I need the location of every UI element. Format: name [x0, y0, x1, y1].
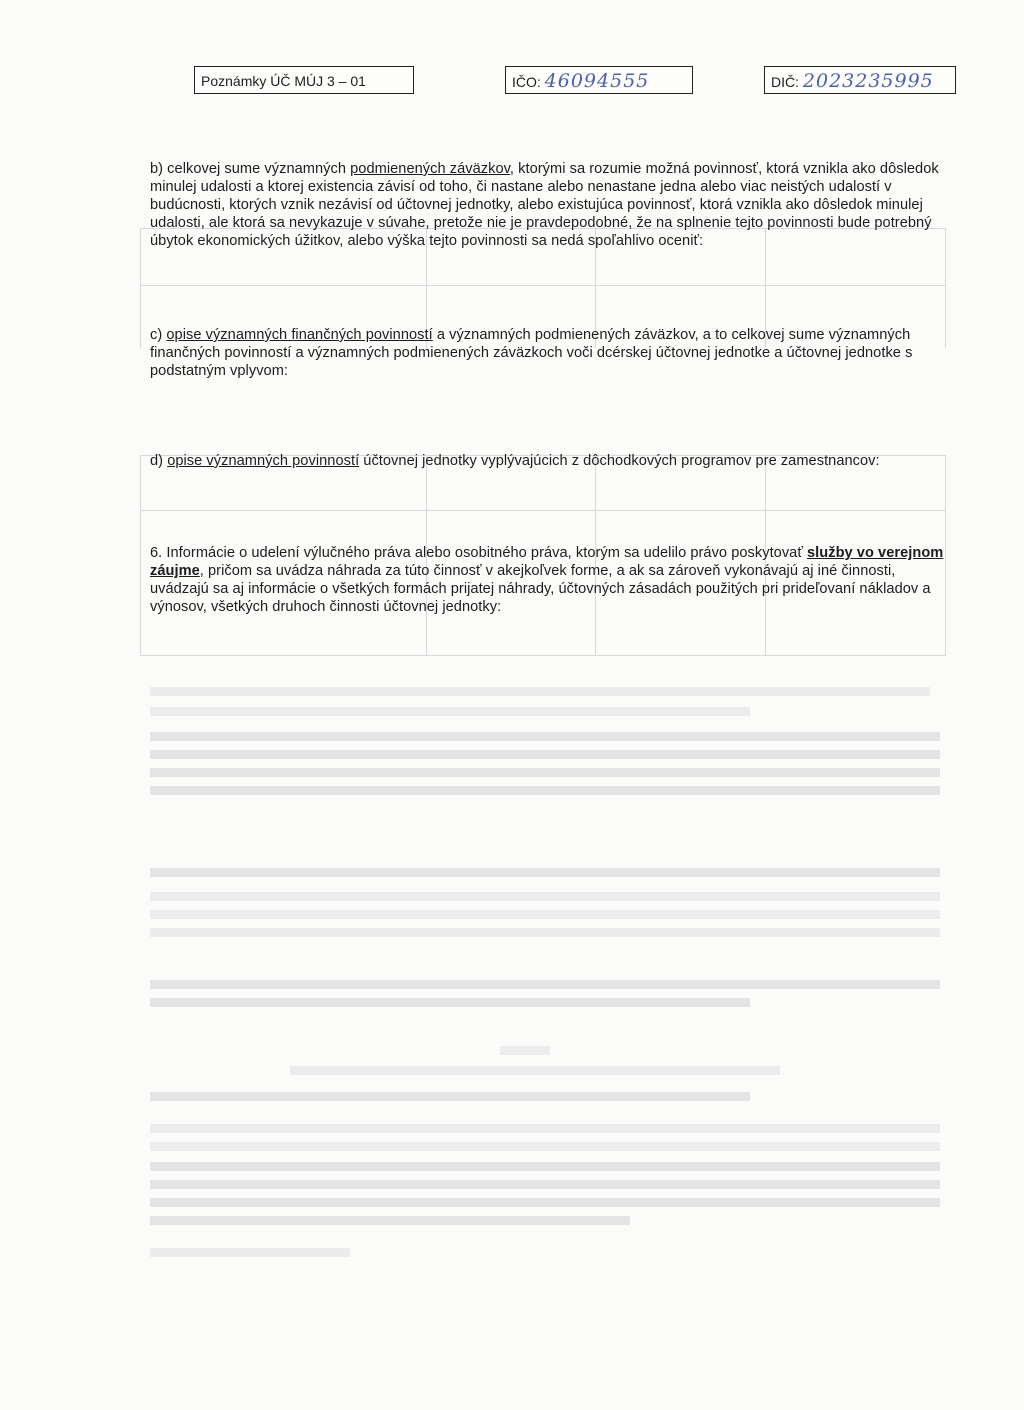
section-c-prefix: c): [150, 327, 167, 343]
form-title: Poznámky ÚČ MÚJ 3 – 01: [201, 73, 366, 89]
ico-box: [505, 66, 693, 94]
section-c-text: a významných podmienených záväzkov, a to celkovej sume významných finančných povinností a významných podmienených záväzkoch voči dcérskej účtovnej jednotke a účtovnej jednotke s podstatným vplyvom:: [150, 327, 913, 379]
section-b: [150, 160, 956, 250]
ico-value: 46094555: [544, 70, 650, 92]
section-b-text: , ktorými sa rozumie možná povinnosť, ktorá vznikla ako dôsledok minulej udalosti a ktorej existencia závisí od toho, či nastane alebo nenastane jedna alebo viac neistých udalostí v budúcnosti, ktorých vznik nezávisí od účtovnej jednotky, alebo existujúca povinnosť, ktorá vznikla ako dôsledok minulej udalosti, ale ktorá sa nevykazuje v súvahe, pretože nie je pravdepodobné, že na splnenie tejto povinnosti bude potrebný úbytok ekonomických úžitkov, alebo výška tejto povinnosti sa nedá spoľahlivo oceniť:: [150, 161, 939, 249]
section-d-text: účtovnej jednotky vyplývajúcich z dôchodkových programov pre zamestnancov:: [359, 453, 880, 469]
ico-label: IČO:: [512, 74, 541, 90]
section-c: [150, 326, 956, 380]
section-6-term: služby vo verejnom záujme: [150, 545, 944, 579]
section-b-prefix: b) celkovej sume významných: [150, 161, 351, 177]
section-6-prefix: 6. Informácie o udelení výlučného práva alebo osobitného práva, ktorým sa udelilo právo poskytovať: [150, 545, 807, 561]
section-d-prefix: d): [150, 453, 168, 469]
dic-value: 2023235995: [802, 70, 934, 92]
dic-box: [764, 66, 956, 94]
section-b-term: podmienených záväzkov: [350, 161, 510, 177]
section-6-text: , pričom sa uvádza náhrada za túto činnosť v akejkoľvek forme, a ak sa zároveň vykonávajú aj iné činnosti, uvádzajú sa aj informácie o všetkých formách prijatej náhrady, účtovných zásadách použitých pri prideľovaní nákladov a výnosov, všetkých druhoch činnosti účtovnej jednotky:: [150, 563, 931, 615]
section-d: [150, 452, 956, 470]
section-c-term: opise významných finančných povinností: [166, 327, 433, 343]
section-d-term: opise významných povinností: [167, 453, 360, 469]
section-6: [150, 544, 956, 616]
dic-label: DIČ:: [771, 74, 799, 90]
form-title-box: [194, 66, 414, 94]
